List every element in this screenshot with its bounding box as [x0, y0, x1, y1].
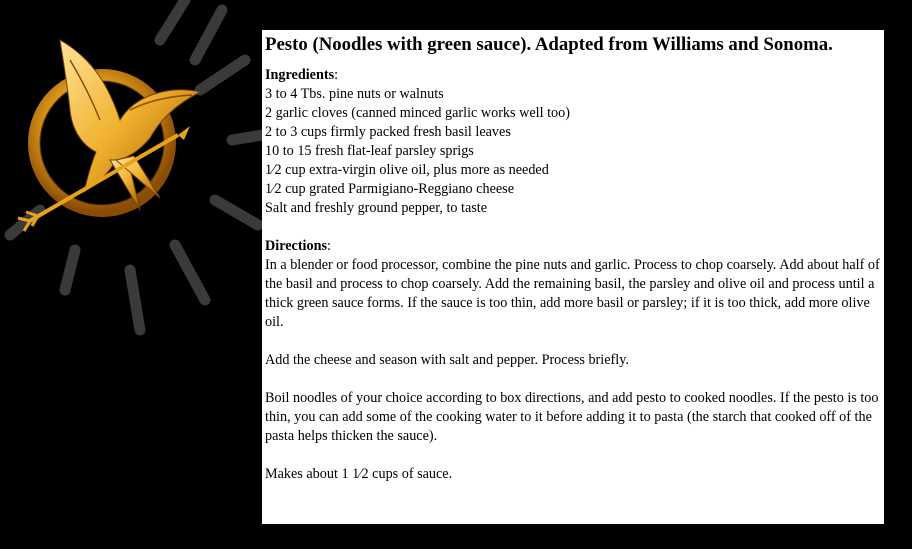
ingredients-heading-line: Ingredients: [265, 67, 339, 83]
spacer [265, 218, 881, 237]
directions-heading: Directions [265, 238, 327, 254]
ingredients-heading: Ingredients [265, 67, 335, 83]
directions-heading-line: Directions: [265, 238, 331, 254]
ingredients-section [265, 66, 881, 218]
ingredient-item: 2 to 3 cups firmly packed fresh basil leaves [265, 124, 511, 140]
recipe-title: Pesto (Noodles with green sauce). Adapted from Williams and Sonoma. [265, 34, 833, 55]
ingredient-item: 1⁄2 cup grated Parmigiano-Reggiano cheese [265, 181, 514, 197]
direction-paragraph: Boil noodles of your choice according to box directions, and add pesto to cooked noodles. If the pesto is too thin, you can add some of the cooking water to it before adding it to pasta (the starch that cooked off of the pasta helps thicken the sauce). [265, 390, 879, 444]
ingredient-item: 1⁄2 cup extra-virgin olive oil, plus more as needed [265, 162, 549, 178]
yield-note: Makes about 1 1⁄2 cups of sauce. [265, 466, 453, 482]
spacer [265, 370, 881, 389]
recipe-card [262, 30, 884, 524]
ingredient-item: 3 to 4 Tbs. pine nuts or walnuts [265, 86, 444, 102]
spacer [265, 446, 881, 465]
direction-paragraph: Add the cheese and season with salt and pepper. Process briefly. [265, 352, 629, 368]
directions-section [265, 237, 881, 484]
ingredient-item: 2 garlic cloves (canned minced garlic works well too) [265, 105, 570, 121]
mockingjay-emblem-icon [0, 0, 262, 340]
direction-paragraph: In a blender or food processor, combine the pine nuts and garlic. Process to chop coarsely. Add about half of the basil and process to chop coarsely. Add the remaining basil, the parsley and olive oil and process until a thick green sauce forms. If the sauce is too thin, add more basil or parsley; if it is too thick, add more olive oil. [265, 257, 880, 330]
ingredient-item: 10 to 15 fresh flat-leaf parsley sprigs [265, 143, 474, 159]
ingredient-item: Salt and freshly ground pepper, to taste [265, 200, 488, 216]
spacer [265, 332, 881, 351]
